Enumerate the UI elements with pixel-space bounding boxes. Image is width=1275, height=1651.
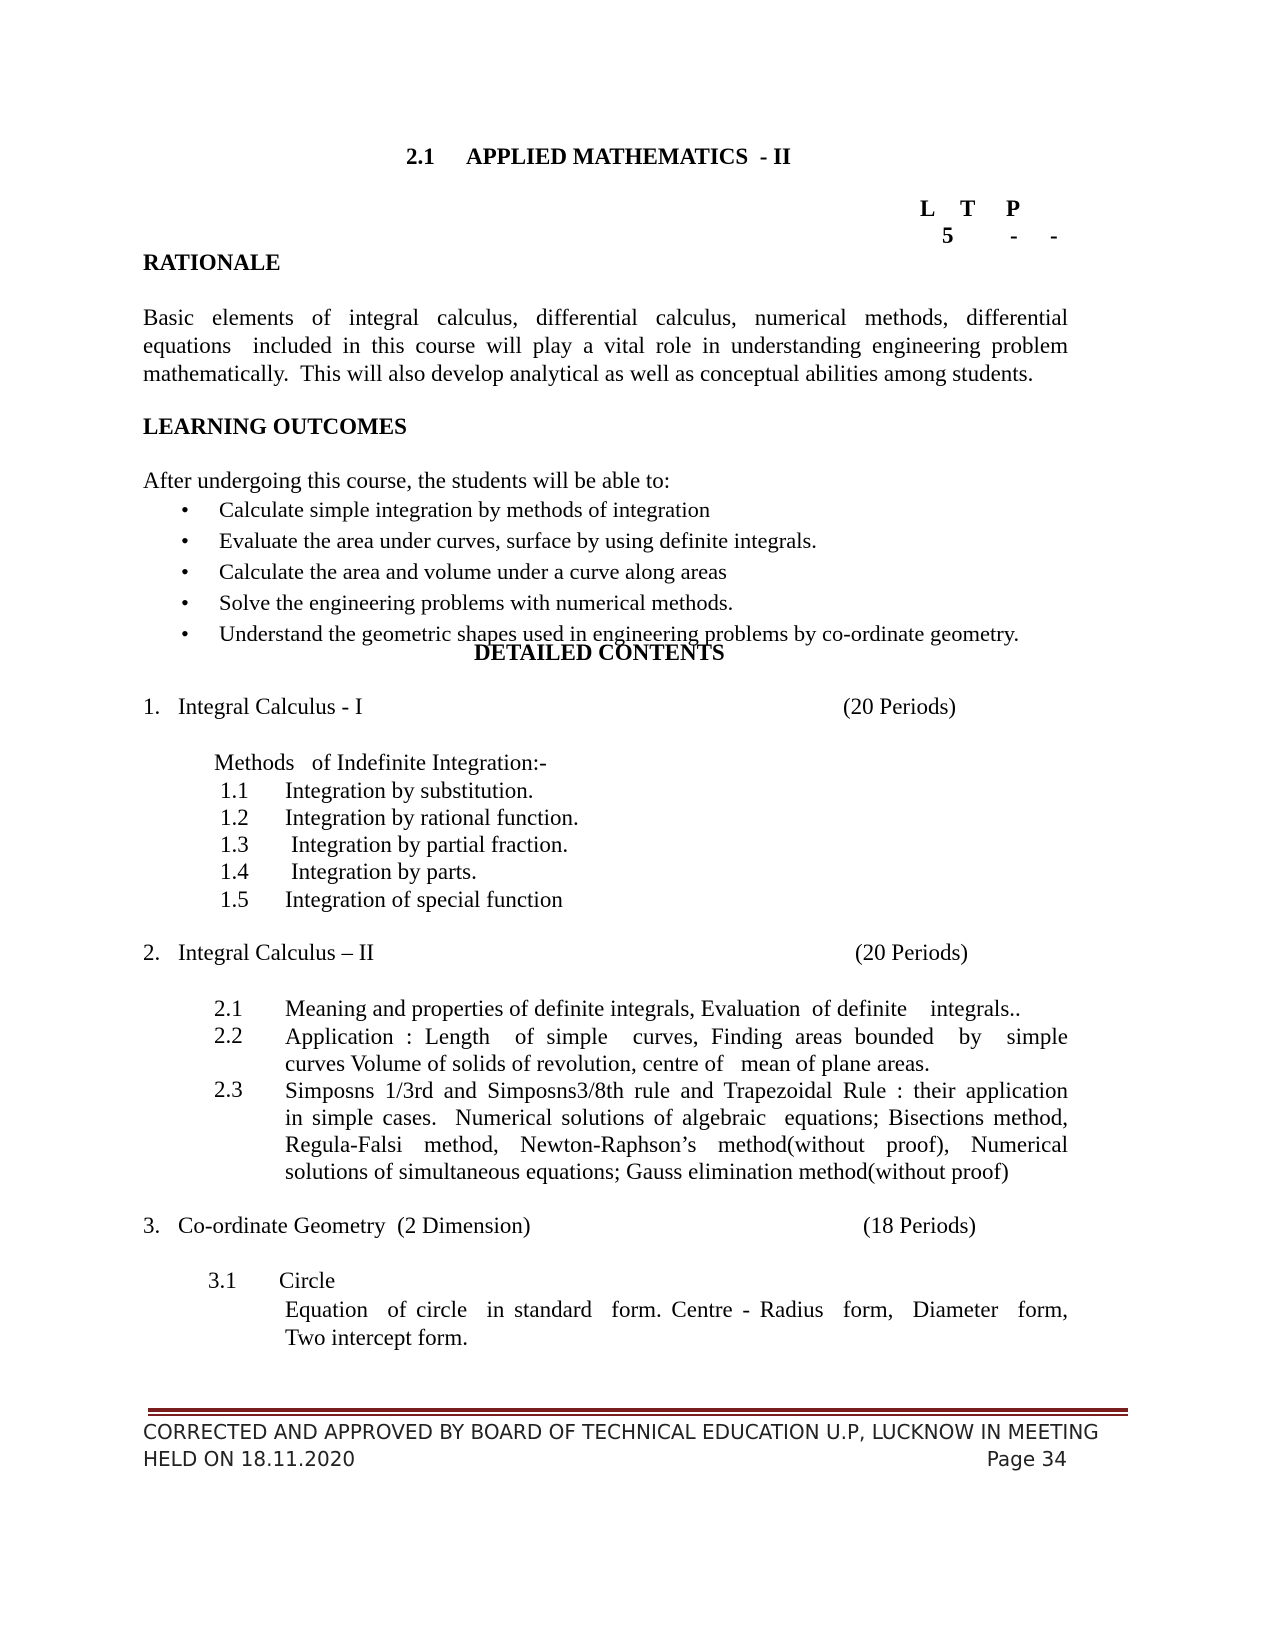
rationale-line-2: equations included in this course will play a vital role in understanding engineering problem bbox=[143, 333, 1068, 358]
item-text: Integration by rational function. bbox=[285, 805, 579, 830]
item-number: 1.5 bbox=[220, 887, 249, 912]
footer-rule-thin bbox=[148, 1414, 1128, 1416]
item-number: 1.3 bbox=[220, 832, 249, 857]
text-line: Two intercept form. bbox=[285, 1325, 468, 1350]
outcome-text: Calculate simple integration by methods of integration bbox=[219, 497, 711, 522]
unit-3-periods: (18 Periods) bbox=[863, 1213, 977, 1238]
unit-1-number: 1. bbox=[143, 694, 161, 719]
unit-2-item-number: 2.3 bbox=[214, 1077, 243, 1102]
outcome-item bbox=[143, 494, 1103, 525]
bullet-icon: • bbox=[181, 559, 189, 584]
footer-rule-thick bbox=[148, 1408, 1128, 1412]
ltp-label-t: T bbox=[960, 196, 976, 221]
ltp-label-l: L bbox=[920, 196, 936, 221]
unit-2-item-text bbox=[285, 1023, 1068, 1077]
unit-1-item bbox=[220, 778, 920, 806]
unit-2-periods: (20 Periods) bbox=[855, 940, 969, 965]
unit-1-item bbox=[220, 859, 920, 887]
ltp-value-p: - bbox=[1050, 223, 1058, 248]
ltp-label-p: P bbox=[1006, 196, 1021, 221]
unit-2-number: 2. bbox=[143, 940, 161, 965]
item-text: Integration by substitution. bbox=[285, 778, 534, 803]
course-number: 2.1 bbox=[406, 144, 435, 169]
unit-3-item-title: Circle bbox=[279, 1268, 336, 1293]
footer-line-2: HELD ON 18.11.2020 bbox=[143, 1447, 356, 1471]
course-title: APPLIED MATHEMATICS - II bbox=[466, 144, 791, 169]
unit-1-subheading: Methods of Indefinite Integration:- bbox=[214, 750, 547, 775]
outcome-text: Understand the geometric shapes used in engineering problems by co-ordinate geometry. bbox=[219, 621, 1020, 646]
detailed-contents-heading: DETAILED CONTENTS bbox=[474, 640, 725, 665]
rationale-paragraph bbox=[143, 304, 1068, 388]
outcomes-intro: After undergoing this course, the students will be able to: bbox=[143, 468, 671, 493]
text-line: Application : Length of simple curves, Finding areas bounded by simple bbox=[285, 1024, 1068, 1049]
unit-1-item bbox=[220, 832, 920, 860]
unit-3-item-text bbox=[285, 1296, 1068, 1352]
unit-2-item-number: 2.1 bbox=[214, 996, 243, 1021]
rationale-heading: RATIONALE bbox=[143, 250, 281, 275]
outcome-text: Evaluate the area under curves, surface by using definite integrals. bbox=[219, 528, 817, 553]
bullet-icon: • bbox=[181, 528, 189, 553]
outcome-item bbox=[143, 587, 1103, 618]
item-number: 1.1 bbox=[220, 778, 249, 803]
unit-3-number: 3. bbox=[143, 1213, 161, 1238]
bullet-icon: • bbox=[181, 621, 189, 646]
text-line: in simple cases. Numerical solutions of algebraic equations; Bisections method, bbox=[285, 1105, 1068, 1130]
text-line: solutions of simultaneous equations; Gauss elimination method(without proof) bbox=[285, 1159, 1009, 1184]
outcome-text: Calculate the area and volume under a curve along areas bbox=[219, 559, 727, 584]
unit-3-item-number: 3.1 bbox=[208, 1268, 237, 1293]
item-number: 1.4 bbox=[220, 859, 249, 884]
unit-2-item-text: Meaning and properties of definite integrals, Evaluation of definite integrals.. bbox=[285, 996, 1021, 1021]
unit-1-item bbox=[220, 887, 920, 915]
outcome-text: Solve the engineering problems with numerical methods. bbox=[219, 590, 734, 615]
unit-1-item bbox=[220, 805, 920, 833]
unit-2-item-text bbox=[285, 1077, 1068, 1185]
unit-2-title: Integral Calculus – II bbox=[178, 940, 375, 965]
rationale-line-1: Basic elements of integral calculus, differential calculus, numerical methods, differential bbox=[143, 305, 1068, 330]
item-number: 1.2 bbox=[220, 805, 249, 830]
rationale-line-3: mathematically. This will also develop analytical as well as conceptual abilities among students. bbox=[143, 361, 1034, 386]
outcome-item bbox=[143, 556, 1103, 587]
text-line: Simposns 1/3rd and Simposns3/8th rule and Trapezoidal Rule : their application bbox=[285, 1078, 1068, 1103]
text-line: Equation of circle in standard form. Centre - Radius form, Diameter form, bbox=[285, 1297, 1068, 1322]
outcome-item bbox=[143, 525, 1103, 556]
ltp-value-l: 5 bbox=[942, 223, 954, 248]
outcomes-list bbox=[143, 494, 1103, 649]
unit-3-title: Co-ordinate Geometry (2 Dimension) bbox=[178, 1213, 531, 1238]
unit-1-title: Integral Calculus - I bbox=[178, 694, 363, 719]
page-number: Page 34 bbox=[986, 1447, 1067, 1471]
text-line: curves Volume of solids of revolution, centre of mean of plane areas. bbox=[285, 1051, 930, 1076]
outcomes-heading: LEARNING OUTCOMES bbox=[143, 414, 407, 439]
item-text: Integration by partial fraction. bbox=[291, 832, 569, 857]
bullet-icon: • bbox=[181, 497, 189, 522]
unit-1-periods: (20 Periods) bbox=[843, 694, 957, 719]
item-text: Integration by parts. bbox=[291, 859, 477, 884]
ltp-value-t: - bbox=[1010, 223, 1018, 248]
item-text: Integration of special function bbox=[285, 887, 563, 912]
unit-2-item-number: 2.2 bbox=[214, 1023, 243, 1048]
bullet-icon: • bbox=[181, 590, 189, 615]
text-line: Regula-Falsi method, Newton-Raphson’s method(without proof), Numerical bbox=[285, 1132, 1068, 1157]
footer-line-1: CORRECTED AND APPROVED BY BOARD OF TECHNICAL EDUCATION U.P, LUCKNOW IN MEETING bbox=[143, 1420, 1099, 1444]
